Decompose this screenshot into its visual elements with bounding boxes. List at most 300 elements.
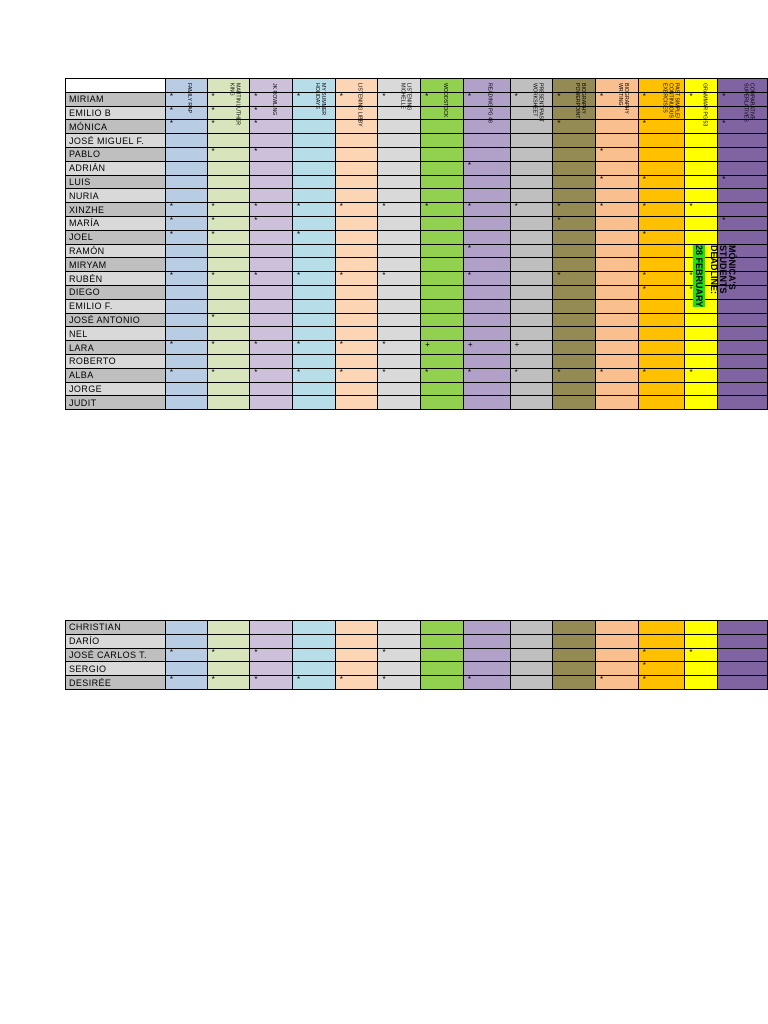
task-cell <box>378 161 421 175</box>
task-cell <box>335 189 378 203</box>
task-cell: * <box>638 676 685 690</box>
task-cell <box>292 189 335 203</box>
deadline-label <box>693 245 737 325</box>
column-header <box>250 79 293 116</box>
task-cell <box>335 327 378 341</box>
column-header-label: PAST SIMPLE/ CONTINUOUS EXERCISES <box>661 83 680 118</box>
task-cell <box>165 327 207 341</box>
student-row <box>66 258 768 272</box>
task-cell <box>718 230 768 244</box>
task-cell <box>165 189 207 203</box>
student-name: JOSÉ ANTONIO <box>66 313 166 327</box>
task-cell <box>718 382 768 396</box>
task-cell <box>596 327 639 341</box>
column-header-label: PRESENT/PAST WORKSHEET <box>531 83 544 123</box>
task-cell <box>292 396 335 410</box>
task-cell <box>510 621 553 635</box>
students-top-table <box>65 78 768 410</box>
task-cell <box>510 648 553 662</box>
column-header <box>553 79 596 119</box>
task-cell: * <box>207 106 250 120</box>
task-cell <box>510 354 553 368</box>
task-cell <box>718 621 768 635</box>
task-cell <box>595 634 638 648</box>
task-cell <box>718 161 768 175</box>
task-cell <box>335 299 378 313</box>
task-cell: * <box>165 106 207 120</box>
students-top-table-wrap <box>65 78 768 410</box>
column-header-row <box>66 79 768 93</box>
task-cell <box>207 189 250 203</box>
task-cell: * <box>378 676 421 690</box>
task-cell <box>463 662 510 676</box>
task-cell: * <box>685 285 718 299</box>
student-name: NEL <box>66 327 166 341</box>
task-cell: * <box>335 676 378 690</box>
task-cell <box>685 634 718 648</box>
task-cell <box>207 327 250 341</box>
task-cell: * <box>638 120 685 134</box>
task-cell: * <box>463 368 510 382</box>
task-cell <box>463 216 510 230</box>
task-cell: * <box>421 203 464 217</box>
task-cell <box>207 354 250 368</box>
task-cell: * <box>638 648 685 662</box>
task-cell <box>421 382 464 396</box>
task-cell <box>553 189 596 203</box>
task-cell <box>250 299 293 313</box>
task-cell: * <box>292 203 335 217</box>
task-cell: * <box>718 120 768 134</box>
column-header-label: BIOGRAPHY WRITING <box>616 83 629 114</box>
task-cell <box>421 313 464 327</box>
task-cell <box>553 285 596 299</box>
task-cell: * <box>165 368 207 382</box>
task-cell <box>335 662 378 676</box>
task-cell <box>292 354 335 368</box>
task-cell <box>553 161 596 175</box>
task-cell <box>421 258 464 272</box>
task-cell <box>335 621 378 635</box>
task-cell <box>335 396 378 410</box>
student-name: DESIRÉE <box>66 676 166 690</box>
task-cell <box>250 258 293 272</box>
column-header <box>292 79 335 116</box>
student-row <box>66 354 768 368</box>
column-header <box>638 79 685 118</box>
task-cell <box>596 258 639 272</box>
task-cell <box>421 147 464 161</box>
task-cell <box>510 662 553 676</box>
task-cell <box>510 134 553 148</box>
task-cell <box>718 396 768 410</box>
student-name: EMILIO B <box>66 106 166 120</box>
student-name: JORGE <box>66 382 166 396</box>
task-cell <box>638 244 685 258</box>
task-cell <box>421 272 464 286</box>
task-cell: * <box>685 272 718 286</box>
task-cell: * <box>207 313 250 327</box>
student-name: ROBERTO <box>66 354 166 368</box>
task-cell <box>638 354 685 368</box>
task-cell <box>685 230 718 244</box>
task-cell <box>165 354 207 368</box>
task-cell <box>165 313 207 327</box>
task-cell <box>378 258 421 272</box>
task-cell: * <box>165 120 207 134</box>
student-row <box>66 648 768 662</box>
task-cell <box>685 189 718 203</box>
student-row <box>66 272 768 286</box>
student-row <box>66 244 768 258</box>
task-cell <box>553 313 596 327</box>
task-cell <box>595 621 638 635</box>
task-cell: * <box>463 203 510 217</box>
task-cell <box>250 354 293 368</box>
task-cell <box>378 147 421 161</box>
task-cell <box>165 299 207 313</box>
student-row <box>66 368 768 382</box>
task-cell <box>553 676 596 690</box>
task-cell <box>165 662 207 676</box>
task-cell <box>335 230 378 244</box>
task-cell: * <box>378 92 421 106</box>
task-cell: * <box>250 106 293 120</box>
task-cell: * <box>596 175 639 189</box>
task-cell <box>378 327 421 341</box>
task-cell: * <box>165 676 207 690</box>
task-cell <box>335 354 378 368</box>
task-cell: * <box>165 648 207 662</box>
task-cell <box>638 341 685 355</box>
task-cell <box>335 175 378 189</box>
task-cell: * <box>335 92 378 106</box>
task-cell <box>421 676 464 690</box>
task-cell <box>638 327 685 341</box>
task-cell <box>463 175 510 189</box>
task-cell <box>463 354 510 368</box>
task-cell <box>378 396 421 410</box>
task-cell: * <box>207 368 250 382</box>
task-cell <box>718 662 768 676</box>
task-cell <box>510 147 553 161</box>
task-cell: * <box>250 676 293 690</box>
task-cell <box>718 648 768 662</box>
task-cell <box>335 648 378 662</box>
task-cell: * <box>207 230 250 244</box>
task-cell <box>165 621 207 635</box>
task-cell <box>463 285 510 299</box>
task-cell <box>553 354 596 368</box>
task-cell: * <box>207 648 250 662</box>
task-cell <box>553 299 596 313</box>
task-cell <box>463 258 510 272</box>
task-cell <box>165 634 207 648</box>
task-cell <box>463 147 510 161</box>
task-cell <box>638 382 685 396</box>
task-cell: * <box>553 92 596 106</box>
student-row <box>66 676 768 690</box>
student-row <box>66 216 768 230</box>
column-header <box>421 79 464 118</box>
task-cell <box>292 134 335 148</box>
task-cell <box>596 285 639 299</box>
task-cell <box>378 354 421 368</box>
task-cell <box>510 161 553 175</box>
student-name: MIRYAM <box>66 258 166 272</box>
task-cell <box>596 216 639 230</box>
task-cell <box>553 621 596 635</box>
task-cell <box>510 382 553 396</box>
task-cell <box>718 634 768 648</box>
task-cell: * <box>207 147 250 161</box>
task-cell <box>638 621 685 635</box>
task-cell: * <box>638 285 685 299</box>
column-header-label: JK ROWLING <box>271 83 278 116</box>
column-header <box>335 79 378 127</box>
student-row <box>66 175 768 189</box>
student-row <box>66 662 768 676</box>
task-cell <box>335 244 378 258</box>
task-cell: * <box>463 244 510 258</box>
task-cell <box>553 230 596 244</box>
task-cell: + <box>421 341 464 355</box>
task-cell <box>510 175 553 189</box>
task-cell: * <box>638 662 685 676</box>
task-cell: * <box>596 92 639 106</box>
task-cell <box>638 299 685 313</box>
task-cell <box>553 327 596 341</box>
task-cell: * <box>207 203 250 217</box>
task-cell <box>207 396 250 410</box>
task-cell: * <box>250 368 293 382</box>
task-cell <box>638 147 685 161</box>
task-cell <box>165 147 207 161</box>
student-name: JOEL <box>66 230 166 244</box>
task-cell <box>553 175 596 189</box>
task-cell <box>250 313 293 327</box>
task-cell <box>685 396 718 410</box>
task-cell <box>596 396 639 410</box>
task-cell: * <box>718 216 768 230</box>
column-header-label: LISTENING LIBBY <box>356 83 363 127</box>
task-cell: * <box>250 147 293 161</box>
column-header-label: MARTIN LUTHER KING <box>228 83 241 125</box>
deadline-date: 28 FEBRUARY <box>694 245 704 308</box>
task-cell <box>335 161 378 175</box>
task-cell <box>685 147 718 161</box>
task-cell: * <box>638 203 685 217</box>
task-cell <box>250 327 293 341</box>
task-cell <box>595 648 638 662</box>
task-cell <box>510 189 553 203</box>
task-cell <box>421 327 464 341</box>
task-cell <box>638 258 685 272</box>
task-cell <box>250 634 293 648</box>
task-cell: * <box>165 272 207 286</box>
task-cell: * <box>685 203 718 217</box>
task-cell <box>510 285 553 299</box>
task-cell <box>292 327 335 341</box>
task-cell <box>421 648 464 662</box>
task-cell <box>553 341 596 355</box>
task-cell <box>463 621 510 635</box>
task-cell <box>165 396 207 410</box>
student-name: LARA <box>66 341 166 355</box>
task-cell <box>292 175 335 189</box>
student-name: RUBÉN <box>66 272 166 286</box>
task-cell: * <box>335 368 378 382</box>
student-name: NURIA <box>66 189 166 203</box>
task-cell <box>207 134 250 148</box>
task-cell: * <box>595 676 638 690</box>
task-cell <box>165 161 207 175</box>
task-cell <box>292 161 335 175</box>
student-row <box>66 382 768 396</box>
task-cell <box>378 313 421 327</box>
task-cell <box>510 327 553 341</box>
task-cell <box>685 676 718 690</box>
task-cell: * <box>292 230 335 244</box>
task-cell <box>293 662 336 676</box>
task-cell <box>553 258 596 272</box>
task-cell: * <box>463 676 510 690</box>
task-cell <box>250 134 293 148</box>
column-header-label: FAMILY RAP <box>186 83 193 114</box>
task-cell <box>421 621 464 635</box>
task-cell <box>553 134 596 148</box>
task-cell <box>293 648 336 662</box>
task-cell: * <box>378 272 421 286</box>
task-cell <box>510 634 553 648</box>
task-cell <box>553 147 596 161</box>
task-cell <box>596 161 639 175</box>
task-cell <box>165 258 207 272</box>
task-cell <box>596 189 639 203</box>
task-cell <box>463 648 510 662</box>
task-cell <box>638 189 685 203</box>
task-cell: * <box>250 216 293 230</box>
task-cell <box>250 230 293 244</box>
student-name: DIEGO <box>66 285 166 299</box>
task-cell <box>207 662 250 676</box>
student-row <box>66 147 768 161</box>
task-cell <box>421 189 464 203</box>
task-cell: * <box>292 272 335 286</box>
task-cell <box>250 175 293 189</box>
task-cell: * <box>685 368 718 382</box>
task-cell <box>335 134 378 148</box>
task-cell <box>510 230 553 244</box>
task-cell <box>596 313 639 327</box>
task-cell <box>463 299 510 313</box>
task-cell <box>421 396 464 410</box>
task-cell: * <box>207 341 250 355</box>
task-cell <box>293 621 336 635</box>
student-row <box>66 396 768 410</box>
task-cell <box>250 244 293 258</box>
task-cell <box>421 299 464 313</box>
task-cell <box>510 258 553 272</box>
task-cell <box>553 396 596 410</box>
task-cell <box>685 354 718 368</box>
task-cell <box>596 382 639 396</box>
task-cell <box>250 285 293 299</box>
task-cell: * <box>510 92 553 106</box>
task-cell <box>378 285 421 299</box>
column-header-label: BIOGRAPHY POWERPOINT <box>574 83 587 119</box>
task-cell <box>421 354 464 368</box>
task-cell: * <box>207 676 250 690</box>
student-name: MARÍA <box>66 216 166 230</box>
task-cell: * <box>207 272 250 286</box>
student-name: MIRIAM <box>66 92 166 106</box>
task-cell <box>718 327 768 341</box>
task-cell <box>638 313 685 327</box>
task-cell <box>685 662 718 676</box>
task-cell: * <box>292 341 335 355</box>
task-cell <box>463 634 510 648</box>
student-row <box>66 285 768 299</box>
task-cell <box>718 189 768 203</box>
task-cell: * <box>463 161 510 175</box>
task-cell <box>378 134 421 148</box>
task-cell <box>292 244 335 258</box>
task-cell <box>685 134 718 148</box>
task-cell: * <box>510 368 553 382</box>
task-cell <box>335 216 378 230</box>
task-cell: * <box>378 341 421 355</box>
task-cell: * <box>553 216 596 230</box>
task-cell: * <box>718 175 768 189</box>
column-header <box>685 79 718 127</box>
task-cell <box>718 676 768 690</box>
student-row <box>66 203 768 217</box>
header-corner-cell <box>66 79 166 93</box>
task-cell <box>510 244 553 258</box>
student-row <box>66 313 768 327</box>
task-cell <box>250 662 293 676</box>
task-cell <box>510 676 553 690</box>
task-cell <box>595 662 638 676</box>
student-name: LUIS <box>66 175 166 189</box>
task-cell: * <box>553 203 596 217</box>
task-cell <box>510 216 553 230</box>
task-cell <box>421 244 464 258</box>
task-cell: * <box>463 272 510 286</box>
task-cell: * <box>250 341 293 355</box>
task-cell: * <box>685 92 718 106</box>
task-cell <box>553 662 596 676</box>
task-cell <box>378 230 421 244</box>
task-cell <box>335 313 378 327</box>
task-cell <box>421 134 464 148</box>
student-name: PABLO <box>66 147 166 161</box>
student-name: SERGIO <box>66 662 166 676</box>
student-row <box>66 134 768 148</box>
task-cell <box>638 161 685 175</box>
column-header <box>207 79 250 125</box>
task-cell: * <box>165 92 207 106</box>
task-cell: * <box>207 216 250 230</box>
task-cell <box>292 216 335 230</box>
task-cell: * <box>335 272 378 286</box>
task-cell: * <box>463 92 510 106</box>
student-name: CHRISTIAN <box>66 621 166 635</box>
column-header-label: READING PG 48 <box>486 83 493 123</box>
task-cell <box>165 175 207 189</box>
task-cell <box>463 382 510 396</box>
